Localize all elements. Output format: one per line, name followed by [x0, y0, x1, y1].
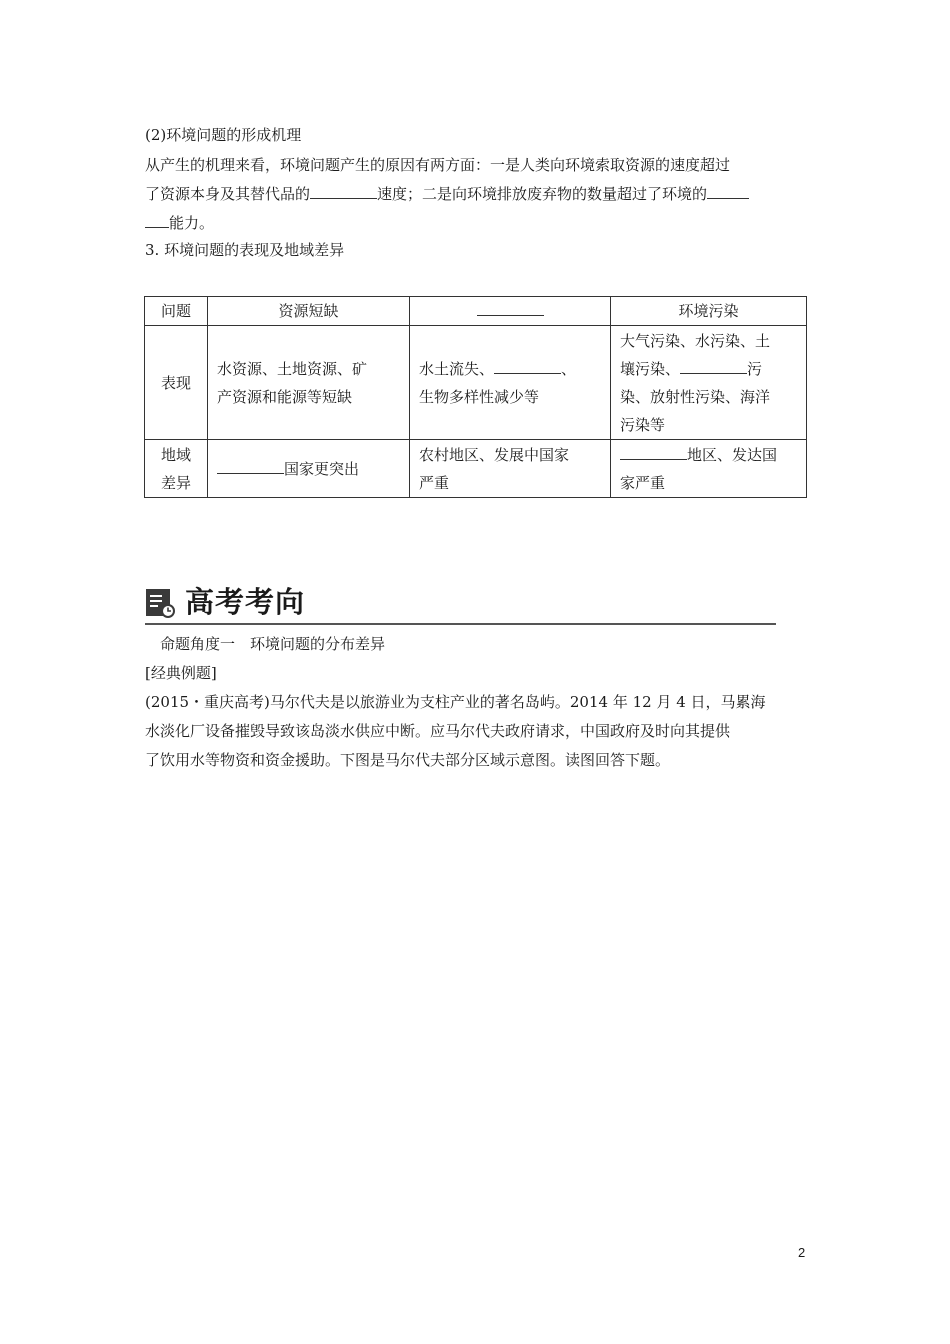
- cell-text: 、: [561, 359, 577, 378]
- cell-text: 地区、发达国: [687, 445, 778, 464]
- mechanism-text-line-2: [145, 184, 749, 204]
- section-title: 高考考向: [185, 585, 306, 619]
- cell-ecology-region: [410, 440, 611, 498]
- fill-blank: [494, 359, 561, 374]
- cell-line: 农村地区、发展中国家: [419, 445, 570, 464]
- cell-text: 壤污染、: [620, 359, 681, 378]
- mechanism-text-line-3: [145, 213, 214, 233]
- cell-line: 污染等: [620, 415, 666, 434]
- mechanism-text-2a: 了资源本身及其替代品的: [145, 185, 311, 203]
- cell-line: [620, 355, 797, 383]
- cell-line: 差异: [160, 473, 191, 492]
- fill-blank: [477, 301, 544, 316]
- mechanism-text-3: 能力。: [169, 214, 215, 232]
- document-icon: [145, 588, 175, 618]
- row-head-regional-difference: [145, 440, 208, 498]
- cell-line: 产资源和能源等短缺: [217, 387, 353, 406]
- example-tag: [经典例题]: [145, 664, 217, 682]
- fill-blank: [620, 445, 687, 460]
- cell-line: 生物多样性减少等: [419, 387, 540, 406]
- cell-pollution-region: [611, 440, 807, 498]
- cell-line: 大气污染、水污染、土: [620, 331, 771, 350]
- example-text-line-1: (2015・重庆高考)马尔代夫是以旅游业为支柱产业的著名岛屿。2014 年 12 月 4 日，马累海: [145, 693, 766, 711]
- cell-line: 水资源、土地资源、矿: [217, 359, 368, 378]
- cell-text: 污: [747, 359, 763, 378]
- table-row-regional-difference: [145, 440, 807, 498]
- row-head-manifestation: 表现: [145, 326, 208, 440]
- cell-text: 国家更突出: [284, 459, 360, 478]
- topic-heading: 命题角度一 环境问题的分布差异: [160, 635, 386, 653]
- fill-blank: [310, 184, 377, 199]
- fill-blank: [680, 359, 747, 374]
- mechanism-text-2b: 速度；二是向环境排放废弃物的数量超过了环境的: [377, 185, 708, 203]
- header-cell-problem: 问题: [145, 297, 208, 326]
- cell-line: 地域: [160, 445, 191, 464]
- mechanism-text-line-1: 从产生的机理来看，环境问题产生的原因有两方面：一是人类向环境索取资源的速度超过: [145, 156, 731, 174]
- cell-text: 水土流失、: [419, 359, 495, 378]
- cell-resource-region: [208, 440, 410, 498]
- cell-pollution-manifestation: [611, 326, 807, 440]
- cell-resource-manifestation: [208, 326, 410, 440]
- cell-line: [620, 441, 797, 469]
- table-row-manifestation: [145, 326, 807, 440]
- example-text-line-3: 了饮用水等物资和资金援助。下图是马尔代夫部分区域示意图。读图回答下题。: [145, 751, 671, 769]
- page-number: 2: [798, 1245, 806, 1260]
- mechanism-heading: (2)环境问题的形成机理: [145, 126, 302, 144]
- cell-line: [419, 355, 601, 383]
- header-cell-pollution: 环境污染: [611, 297, 807, 326]
- cell-line: 严重: [419, 473, 450, 492]
- fill-blank: [145, 213, 169, 228]
- cell-line: 家严重: [620, 473, 666, 492]
- section-header: [145, 583, 776, 625]
- cell-ecology-manifestation: [410, 326, 611, 440]
- example-text-line-2: 水淡化厂设备摧毁导致该岛淡水供应中断。应马尔代夫政府请求，中国政府及时向其提供: [145, 722, 731, 740]
- fill-blank: [217, 459, 284, 474]
- cell-line: 染、放射性污染、海洋: [620, 387, 771, 406]
- header-cell-resource-shortage: 资源短缺: [208, 297, 410, 326]
- fill-blank: [707, 184, 749, 199]
- header-cell-blank: [410, 297, 611, 326]
- section-3-heading: 3. 环境问题的表现及地域差异: [145, 241, 345, 259]
- environment-problems-table: [144, 296, 807, 498]
- table-header-row: [145, 297, 807, 326]
